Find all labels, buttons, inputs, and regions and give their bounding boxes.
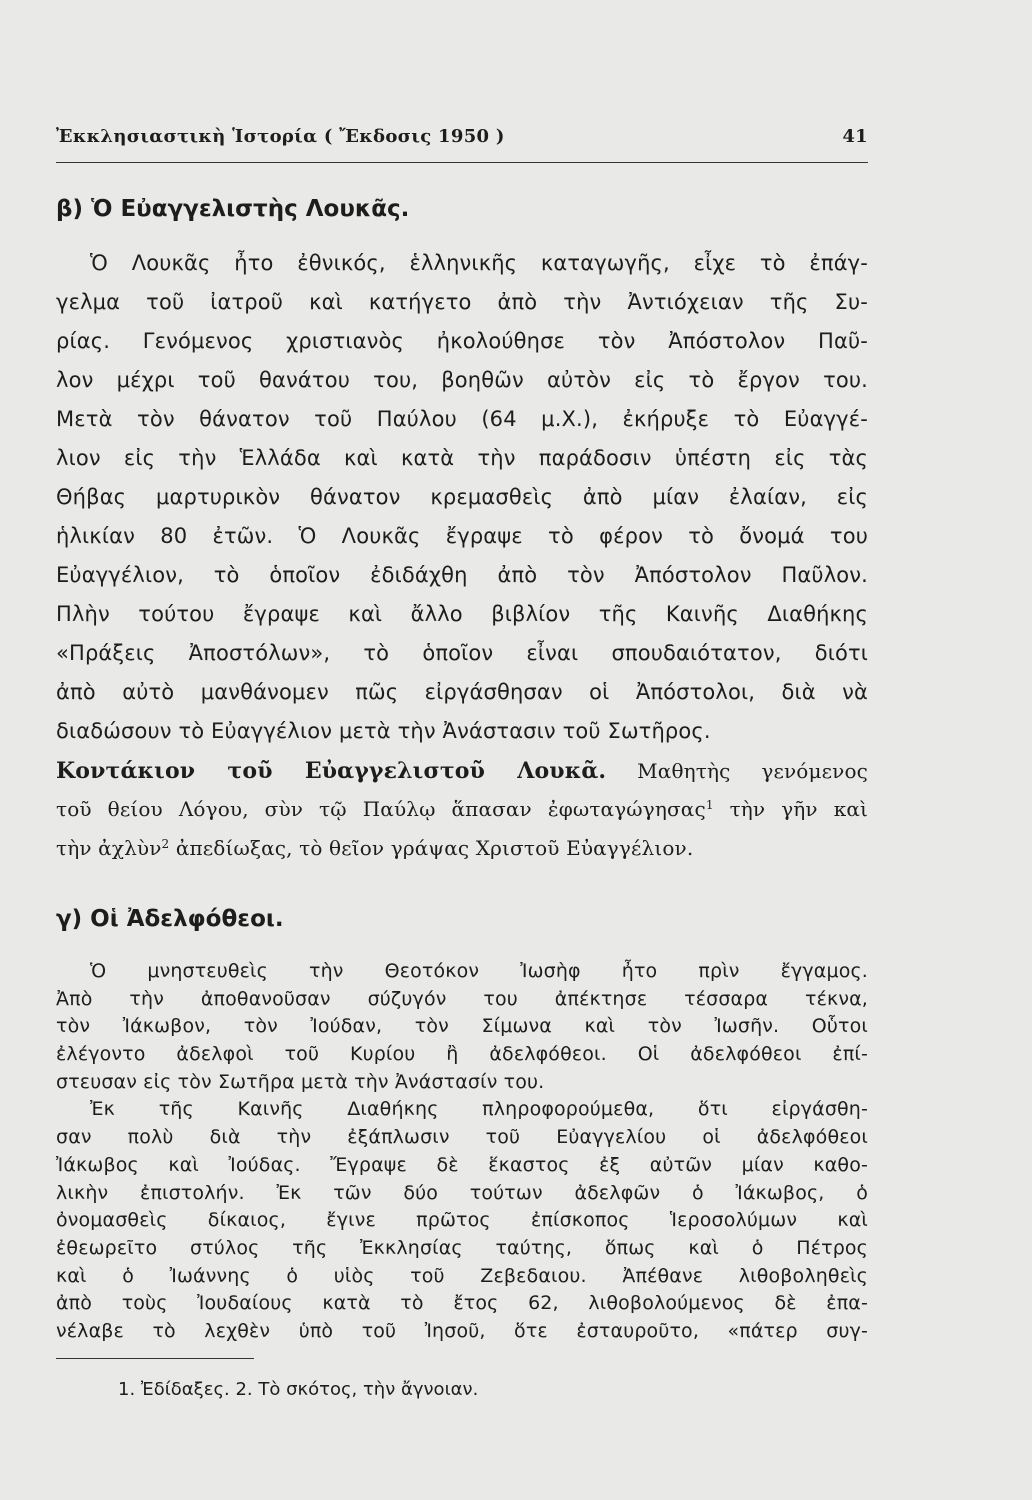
footnote-marker: 2 [161, 837, 170, 851]
paragraph-line: ἐθεωρεῖτο στύλος τῆς Ἐκκλησίας ταύτης, ὅπως καὶ ὁ Πέτρος [56, 1237, 868, 1259]
running-header [56, 126, 868, 147]
paragraph-line: λιον εἰς τὴν Ἑλλάδα καὶ κατὰ τὴν παράδοσιν ὑπέστη εἰς τὰς [56, 446, 868, 470]
kontakion-text: τοῦ θείου Λόγου, σὺν τῷ Παύλῳ ἅπασαν ἐφωταγώγησας [56, 797, 706, 821]
section-heading-luke: β) Ὁ Εὐαγγελιστὴς Λουκᾶς. [56, 196, 410, 222]
section-heading-adelphotheoi: γ) Οἱ Ἀδελφόθεοι. [56, 906, 284, 932]
paragraph-line: ἡλικίαν 80 ἐτῶν. Ὁ Λουκᾶς ἔγραψε τὸ φέρον τὸ ὄνομά του [56, 524, 868, 548]
kontakion-text: τὴν γῆν καὶ [729, 797, 868, 821]
paragraph-line: Ἰάκωβος καὶ Ἰούδας. Ἔγραψε δὲ ἕκαστος ἐξ αὐτῶν μίαν καθο- [56, 1154, 868, 1176]
running-title: Ἐκκλησιαστικὴ Ἱστορία ( Ἔκδοσις 1950 ) [56, 126, 505, 147]
kontakion-line [56, 758, 868, 784]
kontakion-text: τὴν ἀχλὺν [56, 836, 162, 860]
footnote-rule [56, 1358, 254, 1359]
paragraph-line: γελμα τοῦ ἰατροῦ καὶ κατήγετο ἀπὸ τὴν Ἀντιόχειαν τῆς Συ- [56, 290, 868, 314]
kontakion-title: Κοντάκιον τοῦ Εὐαγγελιστοῦ Λουκᾶ. [56, 758, 607, 784]
kontakion-text: Μαθητὴς γενόμενος [637, 759, 869, 783]
kontakion-text: ἀπεδίωξας, τὸ θεῖον γράψας Χριστοῦ Εὐαγγέλιον. [175, 836, 694, 860]
paragraph-line: διαδώσουν τὸ Εὐαγγέλιον μετὰ τὴν Ἀνάστασιν τοῦ Σωτῆρος. [56, 719, 711, 743]
paragraph-line: Ἀπὸ τὴν ἀποθανοῦσαν σύζυγόν του ἀπέκτησε τέσσαρα τέκνα, [56, 988, 868, 1010]
paragraph-line: ρίας. Γενόμενος χριστιανὸς ἠκολούθησε τὸν Ἀπόστολον Παῦ- [56, 329, 868, 353]
paragraph-line: Ὁ Λουκᾶς ἦτο ἐθνικός, ἑλληνικῆς καταγωγῆς, εἶχε τὸ ἐπάγ- [90, 251, 868, 275]
paragraph-line: Θήβας μαρτυρικὸν θάνατον κρεμασθεὶς ἀπὸ μίαν ἐλαίαν, εἰς [56, 485, 868, 509]
paragraph-line: Ὁ μνηστευθεὶς τὴν Θεοτόκον Ἰωσὴφ ἦτο πρὶν ἔγγαμος. [90, 960, 868, 982]
paragraph-line: καὶ ὁ Ἰωάννης ὁ υἱὸς τοῦ Ζεβεδαιου. Ἀπέθανε λιθοβοληθεὶς [56, 1265, 868, 1287]
paragraph-line: Ἐκ τῆς Καινῆς Διαθήκης πληροφορούμεθα, ὅτι εἰργάσθη- [90, 1098, 868, 1120]
paragraph-line: Μετὰ τὸν θάνατον τοῦ Παύλου (64 μ.Χ.), ἐκήρυξε τὸ Εὐαγγέ- [56, 407, 868, 431]
paragraph-line: νέλαβε τὸ λεχθὲν ὑπὸ τοῦ Ἰησοῦ, ὅτε ἐσταυροῦτο, «πάτερ συγ- [56, 1320, 868, 1342]
paragraph-line: Πλὴν τούτου ἔγραψε καὶ ἄλλο βιβλίον τῆς Καινῆς Διαθήκης [56, 602, 868, 626]
footnotes: 1. Ἐδίδαξες. 2. Τὸ σκότος, τὴν ἄγνοιαν. [118, 1379, 479, 1400]
header-rule [56, 162, 868, 163]
paragraph-line: «Πράξεις Ἀποστόλων», τὸ ὁποῖον εἶναι σπουδαιότατον, διότι [56, 641, 868, 665]
paragraph-line: στευσαν εἰς τὸν Σωτῆρα μετὰ τὴν Ἀνάστασίν του. [56, 1071, 545, 1093]
paragraph-line: Εὐαγγέλιον, τὸ ὁποῖον ἐδιδάχθη ἀπὸ τὸν Ἀπόστολον Παῦλον. [56, 563, 868, 587]
paragraph-line: τὸν Ἰάκωβον, τὸν Ἰούδαν, τὸν Σίμωνα καὶ τὸν Ἰωσῆν. Οὗτοι [56, 1015, 868, 1037]
kontakion-line [56, 836, 868, 860]
paragraph-line: λον μέχρι τοῦ θανάτου του, βοηθῶν αὐτὸν εἰς τὸ ἔργον του. [56, 368, 868, 392]
paragraph-line: ἀπὸ αὐτὸ μανθάνομεν πῶς εἰργάσθησαν οἱ Ἀπόστολοι, διὰ νὰ [56, 680, 868, 704]
paragraph-line: ἀπὸ τοὺς Ἰουδαίους κατὰ τὸ ἔτος 62, λιθοβολούμενος δὲ ἐπα- [56, 1292, 868, 1314]
paragraph-line: ὀνομασθεὶς δίκαιος, ἔγινε πρῶτος ἐπίσκοπος Ἱεροσολύμων καὶ [56, 1209, 868, 1231]
paragraph-line: λικὴν ἐπιστολήν. Ἐκ τῶν δύο τούτων ἀδελφῶν ὁ Ἰάκωβος, ὁ [56, 1182, 868, 1204]
paragraph-line: σαν πολὺ διὰ τὴν ἐξάπλωσιν τοῦ Εὐαγγελίου οἱ ἀδελφόθεοι [56, 1126, 868, 1148]
page-number: 41 [842, 126, 868, 147]
kontakion-line [56, 797, 868, 821]
footnote-marker: 1 [705, 798, 714, 812]
paragraph-line: ἐλέγοντο ἀδελφοὶ τοῦ Κυρίου ἢ ἀδελφόθεοι. Οἱ ἀδελφόθεοι ἐπί- [56, 1043, 868, 1065]
